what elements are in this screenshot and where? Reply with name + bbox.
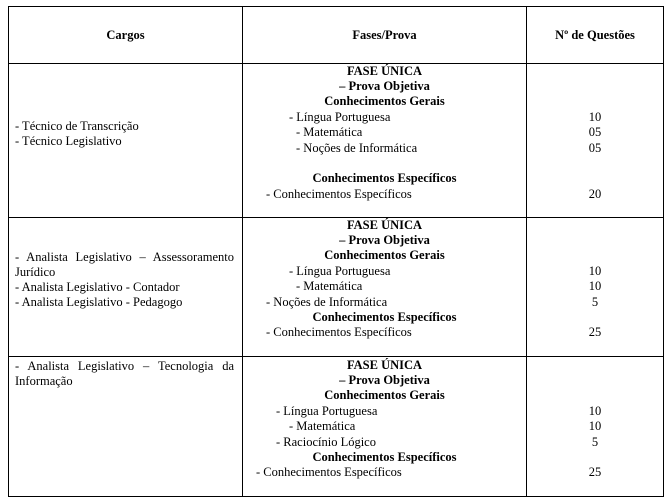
especificos-item: - Conhecimentos Específicos: [256, 465, 402, 479]
table-row: [9, 64, 664, 218]
questoes-value: 05: [588, 125, 602, 139]
questoes-value: 05: [588, 141, 602, 155]
questoes-value: 10: [588, 264, 602, 278]
especificos-item: - Conhecimentos Específicos: [266, 325, 412, 339]
questoes-value: 20: [588, 187, 602, 201]
cargos-list: [15, 250, 234, 310]
questoes-value: 10: [588, 419, 602, 433]
cargo-item: - Técnico de Transcrição: [15, 119, 139, 133]
cargo-item: Jurídico: [15, 265, 56, 279]
cargos-list: [15, 359, 234, 389]
table-row: [9, 218, 664, 357]
gerais-item: - Matemática: [296, 125, 363, 139]
questoes-cell: [527, 64, 664, 218]
gerais-title: Conhecimentos Gerais: [324, 388, 445, 402]
header-cargos: Cargos: [9, 7, 243, 64]
gerais-item: - Matemática: [289, 419, 356, 433]
gerais-item: - Noções de Informática: [266, 295, 388, 309]
especificos-title: Conhecimentos Específicos: [312, 171, 457, 185]
cargos-list: [15, 119, 234, 149]
fase-title: FASE ÚNICA: [346, 358, 423, 372]
questoes-value: 10: [588, 279, 602, 293]
gerais-item: - Noções de Informática: [296, 141, 418, 155]
cargo-item: Informação: [15, 374, 73, 388]
questoes-value: 25: [588, 465, 602, 479]
gerais-item: - Raciocínio Lógico: [276, 435, 376, 449]
questoes-value: 10: [588, 404, 602, 418]
cargo-item: - Analista Legislativo - Contador: [15, 280, 180, 294]
questoes-value: 10: [588, 110, 602, 124]
questoes-value: 5: [591, 435, 599, 449]
cargos-table: [8, 6, 664, 497]
questoes-value: 5: [591, 295, 599, 309]
gerais-item: - Língua Portuguesa: [289, 264, 391, 278]
especificos-item: - Conhecimentos Específicos: [266, 187, 412, 201]
cargos-cell: [9, 218, 243, 357]
questoes-cell: [527, 357, 664, 497]
cargo-item: - Técnico Legislativo: [15, 134, 122, 148]
table-header-row: [9, 7, 664, 64]
fases-cell: [243, 357, 527, 497]
cargo-item: - Analista Legislativo – Tecnologia da: [15, 359, 234, 373]
gerais-item: - Língua Portuguesa: [289, 110, 391, 124]
cargos-cell: [9, 357, 243, 497]
prova-title: – Prova Objetiva: [339, 373, 430, 387]
table-row: [9, 357, 664, 497]
fase-title: FASE ÚNICA: [346, 218, 423, 232]
fases-cell: [243, 64, 527, 218]
header-fases-prova: Fases/Prova: [243, 7, 527, 64]
header-num-questoes: Nº de Questões: [527, 7, 664, 64]
gerais-item: - Matemática: [296, 279, 363, 293]
questoes-value: 25: [588, 325, 602, 339]
especificos-title: Conhecimentos Específicos: [312, 310, 457, 324]
cargo-item: - Analista Legislativo - Pedagogo: [15, 295, 183, 309]
gerais-title: Conhecimentos Gerais: [324, 94, 445, 108]
fase-title: FASE ÚNICA: [346, 64, 423, 78]
prova-title: – Prova Objetiva: [339, 79, 430, 93]
gerais-title: Conhecimentos Gerais: [324, 248, 445, 262]
prova-title: – Prova Objetiva: [339, 233, 430, 247]
fases-cell: [243, 218, 527, 357]
gerais-item: - Língua Portuguesa: [276, 404, 378, 418]
especificos-title: Conhecimentos Específicos: [312, 450, 457, 464]
cargos-cell: [9, 64, 243, 218]
questoes-cell: [527, 218, 664, 357]
cargo-item: - Analista Legislativo – Assessoramento: [15, 250, 234, 264]
